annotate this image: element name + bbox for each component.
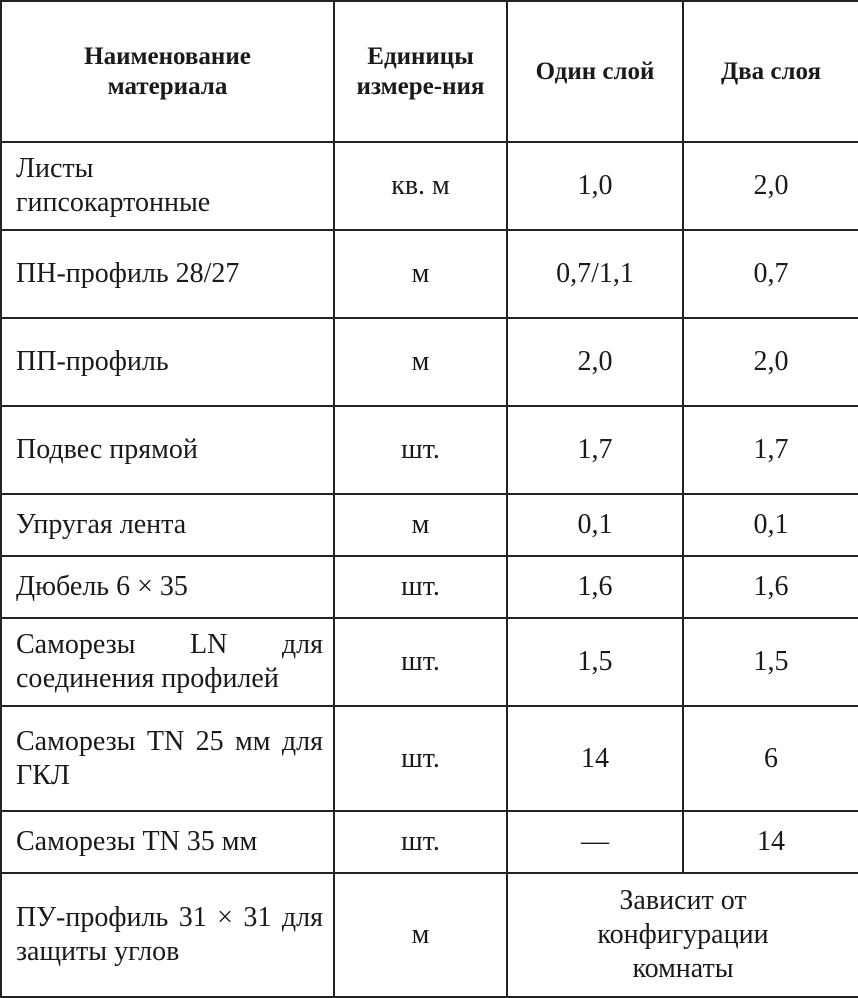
table-row [1,142,858,230]
table-row [1,318,858,406]
table-row [1,406,858,494]
table-row [1,556,858,618]
table-row [1,230,858,318]
cell-unit: шт. [334,618,507,706]
cell-merged-note: Зависит от конфигурации комнаты [507,873,858,997]
header-two-layers: Два слоя [683,1,858,142]
cell-one-layer: — [507,811,683,873]
cell-two-layers: 1,7 [683,406,858,494]
table-row-last [1,873,858,997]
cell-unit: кв. м [334,142,507,230]
table-row [1,618,858,706]
cell-unit: шт. [334,811,507,873]
table-row [1,811,858,873]
cell-one-layer: 14 [507,706,683,811]
cell-name: Упругая лента [1,494,334,556]
header-unit: Единицы измере-ния [334,1,507,142]
cell-name: ПУ-профиль 31 × 31 для защиты углов [1,873,334,997]
table-row [1,706,858,811]
cell-unit: м [334,494,507,556]
header-one-layer: Один слой [507,1,683,142]
cell-unit: м [334,318,507,406]
cell-name: Саморезы TN 25 мм для ГКЛ [1,706,334,811]
table-header-row [1,1,858,142]
cell-one-layer: 0,7/1,1 [507,230,683,318]
cell-one-layer: 0,1 [507,494,683,556]
cell-two-layers: 2,0 [683,318,858,406]
cell-one-layer: 1,0 [507,142,683,230]
cell-one-layer: 1,6 [507,556,683,618]
cell-two-layers: 1,6 [683,556,858,618]
cell-unit: шт. [334,406,507,494]
cell-name: ПП-профиль [1,318,334,406]
cell-one-layer: 2,0 [507,318,683,406]
cell-unit: шт. [334,706,507,811]
cell-unit: м [334,873,507,997]
cell-name: Подвес прямой [1,406,334,494]
cell-name: Саморезы LN для соединения профилей [1,618,334,706]
header-material-name: Наименование материала [1,1,334,142]
cell-name: Листы гипсокартонные [1,142,334,230]
cell-two-layers: 0,1 [683,494,858,556]
table-row [1,494,858,556]
cell-two-layers: 1,5 [683,618,858,706]
cell-unit: м [334,230,507,318]
cell-two-layers: 14 [683,811,858,873]
cell-two-layers: 2,0 [683,142,858,230]
cell-one-layer: 1,7 [507,406,683,494]
cell-name: ПН-профиль 28/27 [1,230,334,318]
cell-two-layers: 0,7 [683,230,858,318]
cell-unit: шт. [334,556,507,618]
cell-name: Дюбель 6 × 35 [1,556,334,618]
cell-one-layer: 1,5 [507,618,683,706]
cell-name: Саморезы TN 35 мм [1,811,334,873]
cell-two-layers: 6 [683,706,858,811]
